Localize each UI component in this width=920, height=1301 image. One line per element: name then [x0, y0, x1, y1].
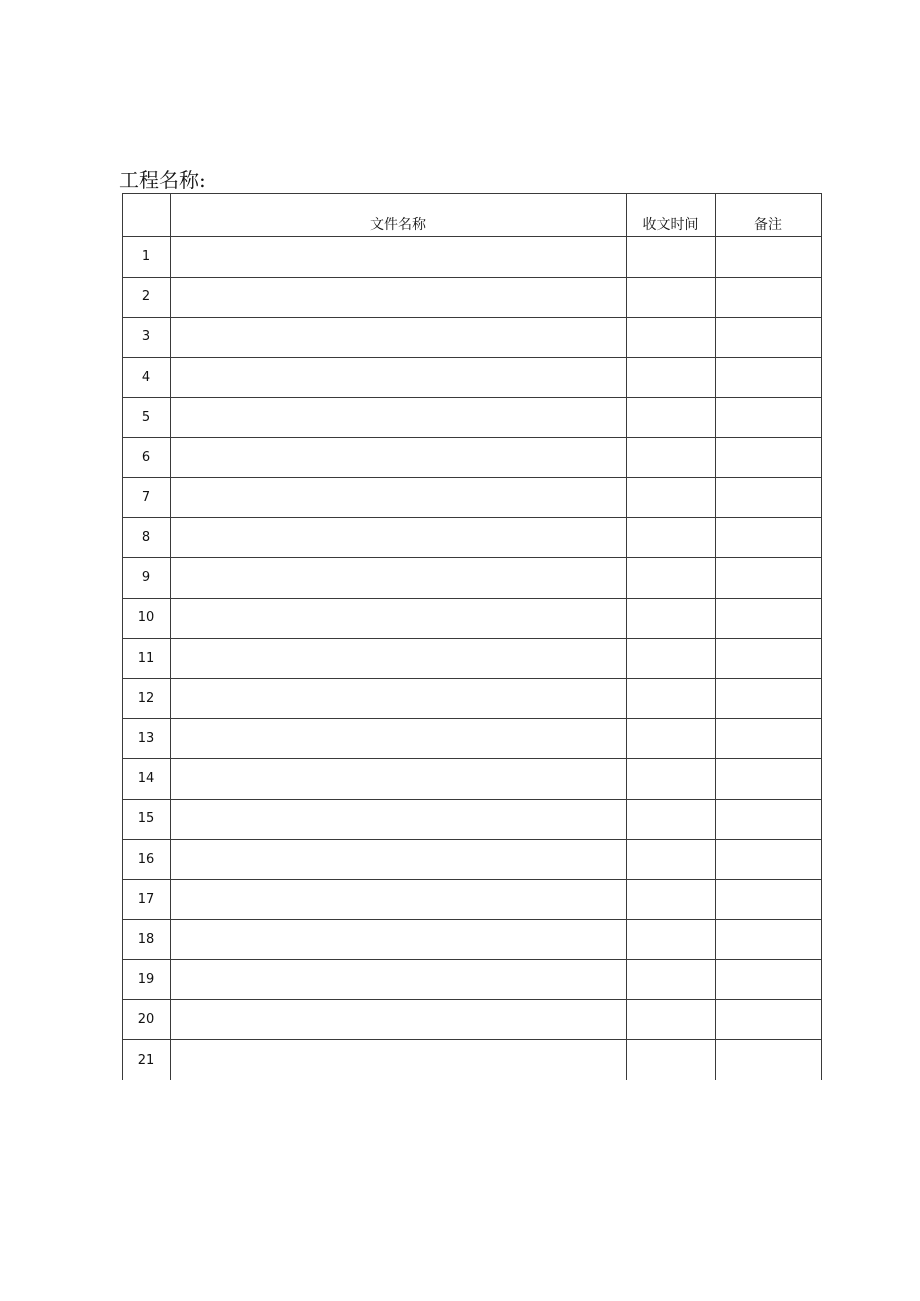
row-divider	[122, 357, 822, 358]
row-number: 16	[137, 852, 155, 867]
row-number: 8	[141, 530, 151, 545]
row-number: 20	[137, 1012, 155, 1027]
row-divider	[122, 919, 822, 920]
column-divider	[626, 193, 627, 1080]
row-number: 19	[137, 972, 155, 987]
row-divider	[122, 437, 822, 438]
row-number: 17	[137, 892, 155, 907]
table-right-border	[821, 193, 822, 1080]
row-divider	[122, 879, 822, 880]
column-divider	[170, 193, 171, 1080]
row-divider	[122, 799, 822, 800]
row-number: 6	[141, 450, 151, 465]
row-number: 7	[141, 490, 151, 505]
header-received-time: 收文时间	[642, 217, 699, 233]
column-divider	[715, 193, 716, 1080]
row-divider	[122, 959, 822, 960]
row-divider	[122, 557, 822, 558]
row-divider	[122, 999, 822, 1000]
row-divider	[122, 638, 822, 639]
table-top-border	[122, 193, 822, 194]
row-divider	[122, 598, 822, 599]
row-number: 9	[141, 570, 151, 585]
document-receipt-table	[122, 193, 822, 1080]
row-number: 18	[137, 932, 155, 947]
row-divider	[122, 477, 822, 478]
row-number: 11	[137, 651, 155, 666]
row-number: 3	[141, 329, 151, 344]
row-divider	[122, 277, 822, 278]
project-name-label: 工程名称:	[119, 168, 206, 192]
row-divider	[122, 839, 822, 840]
row-number: 15	[137, 811, 155, 826]
row-divider	[122, 517, 822, 518]
row-divider	[122, 397, 822, 398]
row-divider	[122, 678, 822, 679]
row-number: 5	[141, 410, 151, 425]
row-number: 4	[141, 370, 151, 385]
header-bottom-border	[122, 236, 822, 237]
row-number: 14	[137, 771, 155, 786]
row-divider	[122, 718, 822, 719]
row-number: 21	[137, 1053, 155, 1068]
row-number: 10	[137, 610, 155, 625]
row-divider	[122, 1039, 822, 1040]
row-number: 13	[137, 731, 155, 746]
row-number: 12	[137, 691, 155, 706]
row-number: 1	[141, 249, 151, 264]
row-number: 2	[141, 289, 151, 304]
header-file-name: 文件名称	[370, 217, 426, 233]
row-divider	[122, 317, 822, 318]
row-divider	[122, 758, 822, 759]
header-remarks: 备注	[754, 217, 782, 233]
